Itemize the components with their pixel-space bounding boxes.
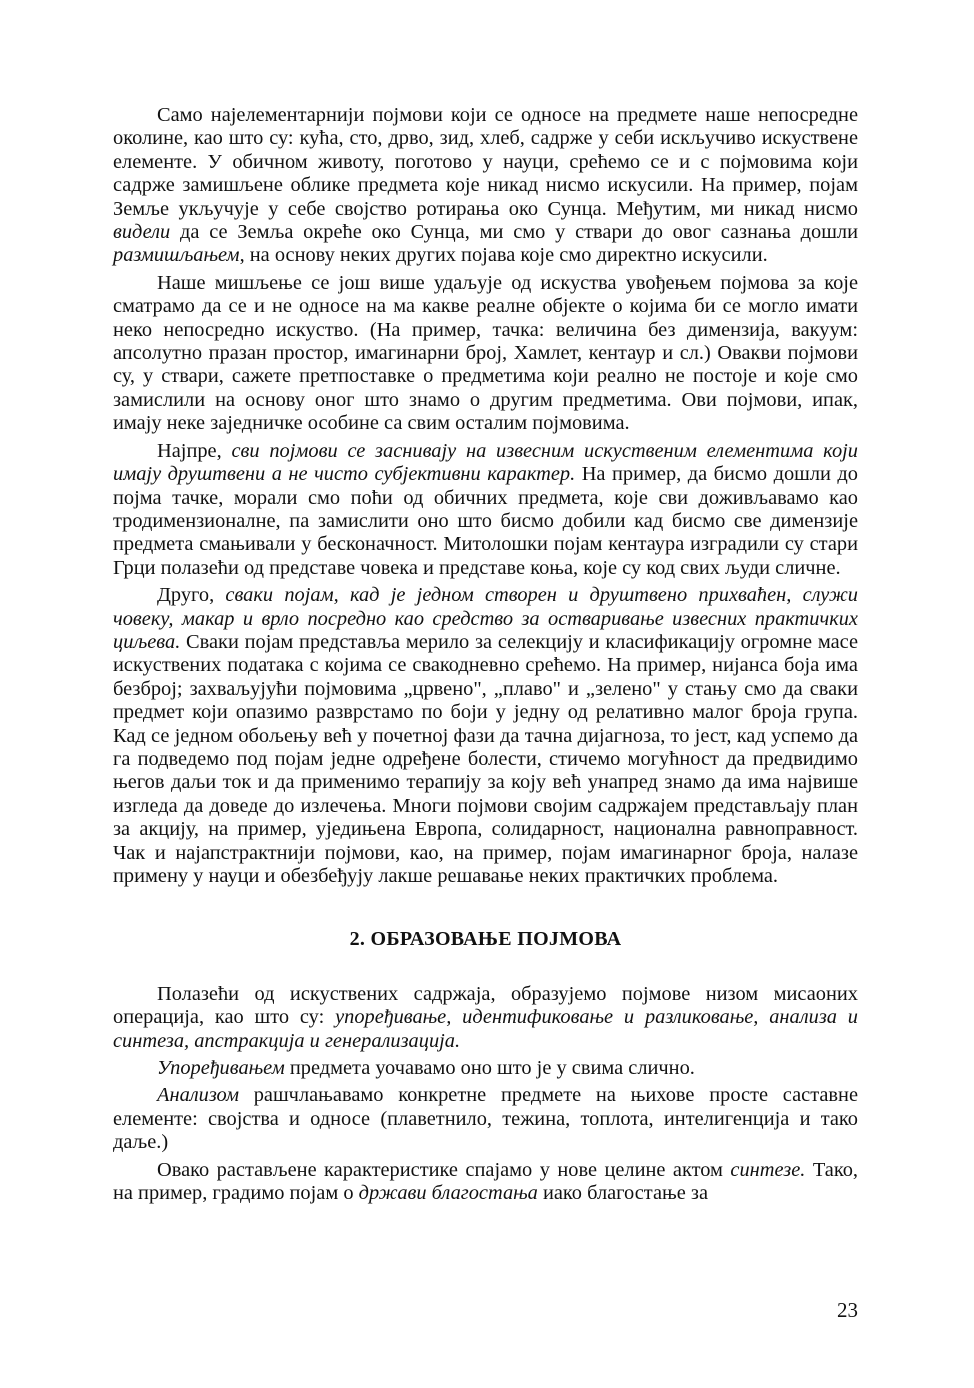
text-run: Наше мишљење се још више удаљује од искуства увођењем појмова за које сматрамо да се и не односе на ма какве реалне објекте о којима би се могло имати неко непосредно искуство. (На пример, тачка: величина без димензија, вакуум: апсолутно празан простор, имагинарни број, Хамлет, кентаур и сл.) Овакви појмови су, у ствари, сажете претпоставке о предметима који реално не постоје и које смо замислили на основу оног што знамо о другим предметима. Ови појмови, ипак, имају неке заједничке особине са свим осталим појмовима. bbox=[113, 271, 858, 435]
paragraph bbox=[113, 1057, 858, 1080]
text-run: , на основу неких других појава које смо директно искусили. bbox=[239, 244, 768, 267]
paragraph bbox=[113, 1084, 858, 1154]
italic-run: размишљањем bbox=[113, 244, 240, 267]
text-run: Само најелементарнији појмови који се односе на предмете наше непосредне околине, као што су: кућа, сто, дрво, зид, хлеб, садрже у себи искључиво искуствене елементе. У обичном животу, поготово у науци, срећемо се и с појмовима који садрже замишљене облике предмета које никад нисмо искусили. На пример, појам Земље укључује у себе својство ротирања око Сунца. Међутим, ми никад нисмо bbox=[113, 104, 858, 220]
text-run: Полазећи од искуствених садржаја, образујемо појмове низом мисаоних операција, као што су: bbox=[113, 982, 858, 1029]
paragraph bbox=[113, 1159, 858, 1206]
italic-run: упоређивање, идентификовање и разликовање, анализа и синтеза, апстракција и генерализација. bbox=[113, 1006, 858, 1052]
text-run: да се Земља окреће око Сунца, ми смо у ствари до овог сазнања дошли bbox=[170, 221, 858, 244]
paragraph bbox=[113, 272, 858, 436]
text-run: Сваки појам представља мерило за селекцију и класификацију огромне масе искуствених података с којима се свакодневно срећемо. На пример, нијанса боја има безброј; захваљујући појмовима „црвено", „плаво" и „зелено" у стању смо да сваки предмет који опазимо разврстамо по боји у једну од релативно малог броја група. Кад се једном обољењу већ у почетној фази да тачна дијагноза, то јест, кад успемо да га подведемо под појам једне одређене болести, стичемо могућност да предвидимо његов даљи ток и да применимо терапију за коју већ унапред знамо да има највише изгледа да доведе до излечења. Многи појмови својим садржајем представљају план за акцију, на пример, уједињена Европа, солидарност, национална равноправност. Чак и најапстрактнији појмови, као, на пример, појам имагинарног броја, налазе примену у науци и обезбеђују лакше решавање неких практичких проблема. bbox=[113, 630, 858, 887]
italic-run: држави благостања bbox=[358, 1182, 538, 1205]
section-heading: 2. ОБРАЗОВАЊЕ ПОЈМОВА bbox=[349, 928, 622, 951]
text-run: иако благостање за bbox=[537, 1182, 708, 1205]
text-run: Тако, на пример, градимо појам о bbox=[113, 1158, 858, 1205]
italic-run: видели bbox=[113, 221, 171, 244]
text-run: Овако растављене карактеристике спајамо у нове целине актом bbox=[157, 1158, 731, 1181]
text-run: предмета уочавамо оно што је у свима слично. bbox=[284, 1057, 695, 1080]
paragraph bbox=[113, 440, 858, 580]
text-run: рашчлањавамо конкретне предмете на њихове просте саставне елементе: својства и односе (плаветнило, тежина, топлота, интелигенција и тако даље.) bbox=[113, 1084, 858, 1154]
text-run: Друго, bbox=[157, 584, 226, 607]
italic-run: Упоређивањем bbox=[157, 1057, 285, 1080]
section-body bbox=[113, 983, 858, 1206]
page-number: 23 bbox=[837, 1298, 858, 1322]
paragraph bbox=[113, 104, 858, 268]
italic-run: сваки појам, кад је једном створен и друштвено прихваћен, служи човеку, макар и врло посредно као средство за остваривање извесних практичких циљева. bbox=[113, 584, 858, 653]
paragraph bbox=[113, 983, 858, 1053]
italic-run: сви појмови се заснивају на извесним искуственим елементима који имају друштвени а не чисто субјективни карактер. bbox=[113, 439, 858, 486]
text-run: На пример, да бисмо дошли до појма тачке, морали смо поћи од обичних предмета, које сви доживљавамо као тродимензионалне, па замислити оно што бисмо добили кад бисмо све димензије предмета смањивали у бесконачност. Митолошки појам кентаура изградили су стари Грци полазећи од представе човека и представе коња, које су код свих људи сличне. bbox=[113, 463, 858, 579]
italic-run: Анализом bbox=[157, 1084, 239, 1107]
paragraph bbox=[113, 584, 858, 888]
italic-run: синтезе. bbox=[730, 1158, 806, 1181]
text-run: Најпре, bbox=[157, 439, 232, 462]
intro-section bbox=[113, 104, 858, 888]
body-text bbox=[113, 104, 858, 1209]
